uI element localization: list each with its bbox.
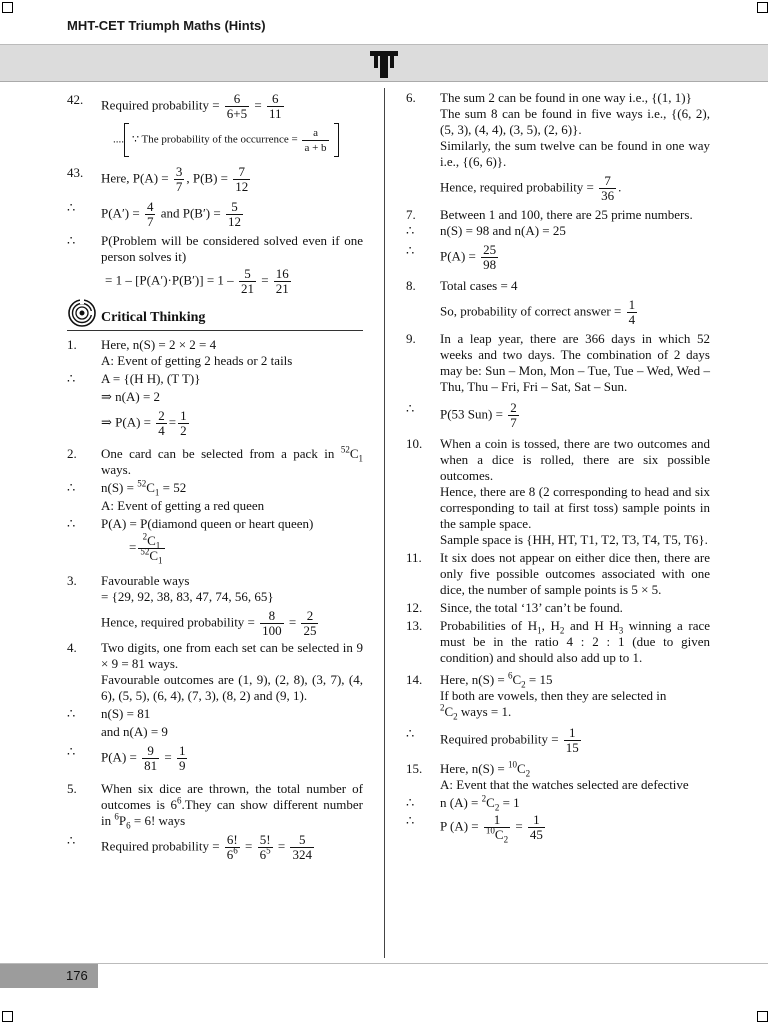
answer-14: 14. Here, $n(S) = ^6C_2 = 15$ [406, 670, 553, 690]
answer-43: 43. Here, P(A) = $\frac{3}{7}$ , P(B) = $\frac{7}{12}$ [67, 164, 249, 194]
crop-mark-top-left [2, 2, 13, 13]
answer-11: 11. It six does not appear on either dice then, there are only five possible outcomes associated with one dice, the number of sample points is 5 × 5. [406, 550, 710, 597]
answer-43-statement: ∴ P(Problem will be considered solved even if one person solves it) [67, 233, 363, 264]
answer-10: 10. When a coin is tossed, there are two outcomes and when a dice is rolled, there are six possible outcomes. [406, 436, 710, 483]
publisher-logo-icon [368, 47, 400, 79]
critical-5: 5. When six dice are thrown, the total number of outcomes is $6^6.They$ can show different number in $^6P_6 = 6$! ways [67, 781, 363, 831]
column-divider [384, 88, 385, 958]
critical-3: 3. Favourable ways [67, 573, 190, 588]
answer-12: 12. Since, the total ‘13’ can’t be found. [406, 600, 623, 615]
critical-thinking-section [67, 304, 363, 331]
answer-7: 7. Between 1 and 100, there are 25 prime numbers. [406, 207, 693, 222]
answer-43-result: = 1 – [P(A′)·P(B′)] = 1 – $\frac{5}{21}$ = $\frac{16}{21}$ [105, 266, 289, 296]
critical-1: 1. Here, n(S) = 2 × 2 = 4 [67, 337, 217, 352]
answer-9: 9. In a leap year, there are 366 days in which 52 weeks and two days. The combination of 2 days may be: Sun – Mon, Mon – Tue, Tue – Wed, Wed – Thu, Thu – Fri, Fri – Sat, Sat – Sun. [406, 331, 710, 394]
answer-42: 42. Required probability = $\frac{6}{6+5}$ = $\frac{6}{11}$ [67, 91, 282, 121]
critical-2: 2. One card can be selected from a pack in $^{52}C_1$ ways. [67, 444, 363, 477]
page-number: 176 [66, 968, 88, 983]
answer-6: 6. The sum 2 can be found in one way i.e., {(1, 1)} [406, 90, 692, 105]
right-column: 6. The sum 2 can be found in one way i.e., {(1, 1)} The sum 8 can be found in five ways i.e., {(6, 2), (5, 3), (4, 4), (3, 5), (2, 6)}. Similarly, the sum twelve can be found in one way i.e., {(6, 6)}. Hence, required probability = $\frac{7}{36}$ . 7. Between 1 and 100, there are 25 prime numbers. ∴ n(S) = 98 and n(A) = 25 ∴ P(A) = $\frac{25}{98}$ 8. Total cases = 4 So, probability of correct answer = $\frac{1}{4}$ 9. In a leap year, there are 366 days in which 52 weeks and two days. The combination of 2 days may be: Sun – Mon, Mon – Tue, Tue – Wed, Wed – Thu, Thu – Fri, Fri – Sat, Sat – Sun. ∴ P(53 Sun) = $\frac{2}{7}$ 10. When a coin is tossed, there are two outcomes and when a dice is rolled, there are six possible outcomes. Hence, there are 8 (2 corresponding to head and six corresponding to tail at first toss) sample points in the sample space. Sample space is {HH, HT, T1, T2, T3, T4, T5, T6}. 11. It six does not appear on either dice then, there are only five possible outcomes associated with one dice, the number of sample points is 5 × 5. 12. Since, the total ‘13’ can’t be found. 13. Probabilities of $H_1$, $H_2$ and H $H_3$ winning a race must be in the ratio 4 : 2 : 1 (due to given condition) and should also add up to 1. 14. Here, $n(S) = ^6C_2 = 15$ If both are vowels, then they are selected in $^2C_2$ ways = 1. ∴ Required probability = $\frac{1}{15}$ 15. Here, $n(S) = ^{10}C_2$ A: Event that the watches selected are defective ∴ n $(A) = ^2C_2 = 1$ ∴ P (A) = $\frac{1}{^{10}C_2}$ = $\frac{1}{45}$ [406, 90, 711, 845]
answer-15: 15. Here, $n(S) = ^{10}C_2$ [406, 759, 531, 779]
answer-43-complements: ∴ P(A′) = $\frac{4}{7}$ and P(B′) = $\frac{5}{12}$ [67, 199, 241, 229]
answer-8: 8. Total cases = 4 [406, 278, 518, 293]
header-title: MHT-CET Triumph Maths (Hints) [67, 18, 266, 33]
section-title: Critical Thinking [101, 310, 206, 325]
crop-mark-bottom-right [757, 1011, 768, 1022]
answer-42-note: .... ∵ The probability of the occurrence = $\frac{a}{a + b}$ [67, 123, 363, 157]
left-column: 42. Required probability = $\frac{6}{6+5}$ = $\frac{6}{11}$ .... ∵ The probability of the occurrence = $\frac{a}{a + b}$ 43. Here, P(A) = $\frac{3}{7}$ , P(B) = $\frac{7}{12}$ ∴ P(A′) = $\frac{4}{7}$ and P(B′) = $\frac{5}{12}$ ∴ P(Problem will be considered solved even if one person solves it) = 1 – [P(A′)·P(B′)] = 1 – $\frac{5}{21}$ = $\frac{16}{21}$ Critical Thinking 1. Here, n(S) = 2 × 2 = 4 A: Event of getting 2 heads or 2 tails ∴ A = {(H H), (T T)} ⇒ n(A) = 2 ⇒ P(A) = $\frac{2}{4}$ = $\frac{1}{2}$ 2. One card can be selected from a pack in $^{52}C_1$ ways. ∴ $n(S) = ^{52}C_1 = 52$ A: Event of getting a red queen ∴ P(A) = P(diamond queen or heart queen) = $\frac{^2C_1}{^{52}C_1}$ 3. Favourable ways = {29, 92, 38, 83, 47, 74, 56, 65} Hence, required probability = $\frac{8}{100}$ = $\frac{2}{25}$ 4. Two digits, one from each set can be selected in 9 × 9 = 81 ways. Favourable outcomes are (1, 9), (2, 8), (3, 7), (4, 6), (5, 5), (6, 4), (7, 3), (8, 2) and (9, 1). ∴ n(S) = 81 and n(A) = 9 ∴ P(A) = $\frac{9}{81}$ = $\frac{1}{9}$ 5. When six dice are thrown, the total number of outcomes is $6^6.They$ can show different number in $^6P_6 = 6$! ways ∴ Required probability = $\frac{6!}{6^6}$ = $\frac{5!}{6^5}$ = $\frac{5}{324}$ [67, 91, 363, 862]
critical-4: 4. Two digits, one from each set can be selected in 9 × 9 = 81 ways. [67, 640, 363, 671]
crop-mark-bottom-left [2, 1011, 13, 1022]
answer-13: 13. Probabilities of $H_1$, $H_2$ and H $H_3$ winning a race must be in the ratio 4 : 2 : 1 (due to given condition) and should also add up to 1. [406, 618, 711, 665]
footer-line [0, 963, 768, 964]
maze-icon [67, 298, 97, 328]
crop-mark-top-right [757, 2, 768, 13]
